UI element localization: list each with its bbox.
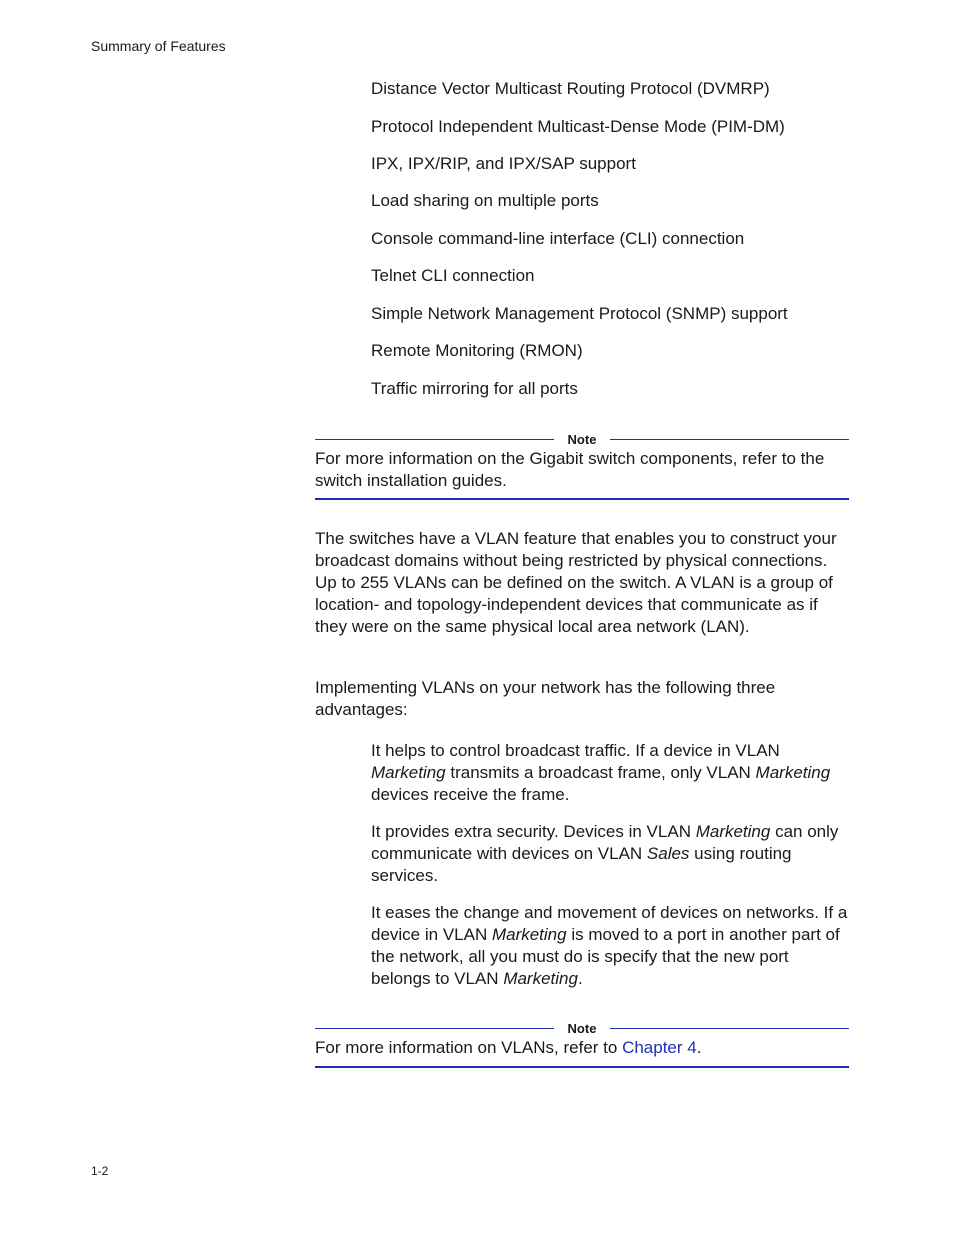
feature-item: Load sharing on multiple ports xyxy=(371,191,599,210)
vlan-name: Marketing xyxy=(755,763,831,782)
chapter-4-link[interactable]: Chapter 4 xyxy=(622,1038,697,1057)
advantages-intro-paragraph: Implementing VLANs on your network has the following three advantages: xyxy=(315,678,776,719)
vlan-name: Marketing xyxy=(695,822,771,841)
advantage-text: transmits a broadcast frame, only VLAN xyxy=(445,763,756,782)
running-header: Summary of Features xyxy=(91,38,226,54)
note-bottom-rule xyxy=(315,1066,849,1068)
note-label: Note xyxy=(567,431,597,447)
note-body xyxy=(315,1037,849,1059)
feature-item: Protocol Independent Multicast-Dense Mode (PIM-DM) xyxy=(371,117,785,136)
feature-item: IPX, IPX/RIP, and IPX/SAP support xyxy=(371,154,636,173)
advantage-text: can only communicate with devices on VLAN xyxy=(371,822,839,863)
vlan-name: Marketing xyxy=(503,969,578,988)
feature-item: Remote Monitoring (RMON) xyxy=(371,341,583,360)
page-number: 1-2 xyxy=(91,1164,109,1178)
advantage-text: is moved to a port in another part of the network, all you must do is specify that the new port belongs to VLAN xyxy=(371,925,840,988)
vlan-intro-paragraph: The switches have a VLAN feature that enables you to construct your broadcast domains without being restricted by physical connections. Up to 255 VLANs can be defined on the switch. A VLAN is a group of location- and topology-independent devices that communicate as if they were on the same physical local area network (LAN). xyxy=(315,529,837,636)
note-text: For more information on VLANs, refer to xyxy=(315,1038,623,1057)
feature-item: Traffic mirroring for all ports xyxy=(371,379,578,398)
vlan-name: Sales xyxy=(646,844,690,863)
advantage-item xyxy=(371,902,849,990)
note-text: . xyxy=(696,1038,702,1057)
advantage-text: It provides extra security. Devices in VLAN xyxy=(371,822,696,841)
advantage-text: It eases the change and movement of devices on networks. If a device in VLAN xyxy=(371,903,848,944)
advantage-item xyxy=(371,740,849,806)
note-rule-right xyxy=(610,1028,849,1029)
note-label: Note xyxy=(567,1020,597,1036)
advantage-text: devices receive the frame. xyxy=(371,785,570,804)
note-header xyxy=(315,1018,849,1038)
note-body: For more information on the Gigabit switch components, refer to the switch installation guides. xyxy=(315,449,825,490)
vlan-name: Marketing xyxy=(371,763,446,782)
advantage-text: using routing services. xyxy=(371,844,792,885)
vlan-name: Marketing xyxy=(491,925,567,944)
feature-item: Console command-line interface (CLI) connection xyxy=(371,229,745,248)
note-header xyxy=(315,429,849,449)
feature-item: Simple Network Management Protocol (SNMP) support xyxy=(371,304,788,323)
advantage-text: It helps to control broadcast traffic. If a device in VLAN xyxy=(371,741,780,760)
feature-item: Telnet CLI connection xyxy=(371,266,535,285)
advantage-text: . xyxy=(577,969,583,988)
note-rule-right xyxy=(610,439,849,440)
note-rule-left xyxy=(315,1028,554,1029)
note-bottom-rule xyxy=(315,498,849,500)
note-rule-left xyxy=(315,439,554,440)
feature-item: Distance Vector Multicast Routing Protocol (DVMRP) xyxy=(371,79,770,98)
advantage-item xyxy=(371,821,849,887)
